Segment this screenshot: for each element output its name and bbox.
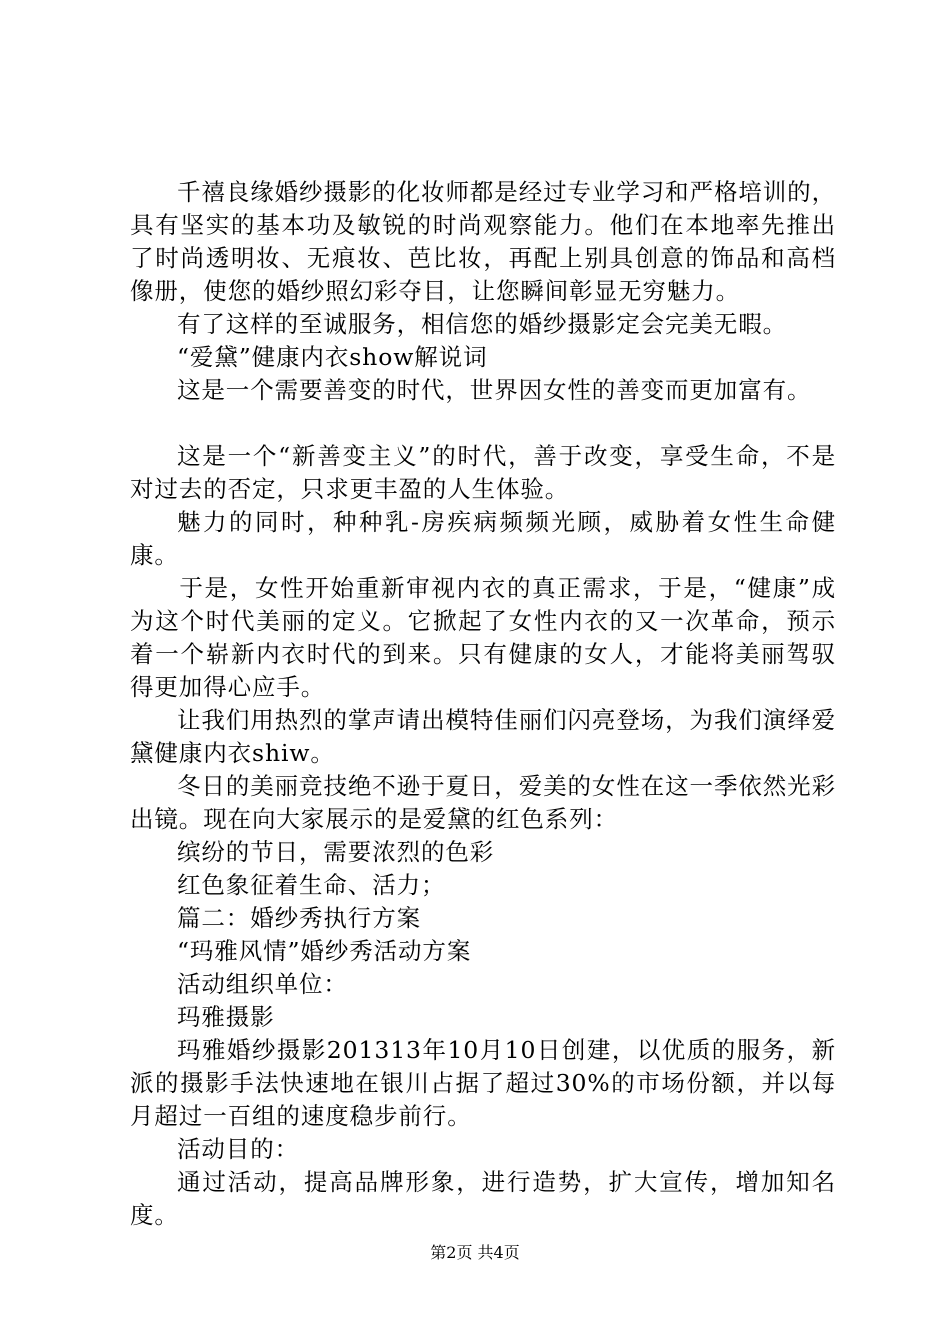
paragraph-makeup-artists: 千禧良缘婚纱摄影的化妆师都是经过专业学习和严格培训的，具有坚实的基本功及敏锐的时尚观察能力。他们在本地率先推出了时尚透明妆、无痕妆、芭比妆，再配上别具创意的饰品和高档像册，使您的婚纱照幻彩夺目，让您瞬间彰显无穷魅力。 <box>130 178 836 305</box>
value-organizer: 玛雅摄影 <box>177 1003 275 1031</box>
paragraph-new-change-doctrine: 这是一个“新善变主义”的时代，善于改变，享受生命，不是对过去的否定，只求更丰盈的人生体验。 <box>130 442 836 503</box>
paragraph-models-entrance: 让我们用热烈的掌声请出模特佳丽们闪亮登场，为我们演绎爱黛健康内衣shiw。 <box>130 706 836 767</box>
paragraph-purpose: 通过活动，提高品牌形象，进行造势，扩大宣传，增加知名度。 <box>130 1168 836 1229</box>
label-purpose: 活动目的： <box>177 1135 299 1163</box>
paragraph-maya-intro: 玛雅婚纱摄影201313年10月10日创建，以优质的服务，新派的摄影手法快速地在银川占据了超过30%的市场份额，并以每月超过一百组的速度稳步前行。 <box>130 1036 836 1130</box>
paragraph-aidai-title: “爱黛”健康内衣show解说词 <box>177 343 488 371</box>
paragraph-health-threat: 魅力的同时，种种乳-房疾病频频光顾，威胁着女性生命健康。 <box>130 508 836 569</box>
heading-part-two: 篇二：婚纱秀执行方案 <box>177 904 421 932</box>
paragraph-service-promise: 有了这样的至诚服务，相信您的婚纱摄影定会完美无暇。 <box>177 310 787 338</box>
page-number-footer: 第2页 共4页 <box>430 1243 520 1262</box>
heading-maya-plan: “玛雅风情”婚纱秀活动方案 <box>177 937 472 965</box>
paragraph-changing-era: 这是一个需要善变的时代，世界因女性的善变而更加富有。 <box>177 376 812 404</box>
document-body <box>130 176 836 1232</box>
label-organizer: 活动组织单位： <box>177 970 348 998</box>
paragraph-health-definition: 于是，女性开始重新审视内衣的真正需求，于是，“健康”成为这个时代美丽的定义。它掀起了女性内衣的又一次革命，预示着一个崭新内衣时代的到来。只有健康的女人，才能将美丽驾驭得更加得心应手。 <box>130 574 836 701</box>
paragraph-winter-red-series: 冬日的美丽竞技绝不逊于夏日，爱美的女性在这一季依然光彩出镜。现在向大家展示的是爱黛的红色系列： <box>130 772 836 833</box>
paragraph-festival-colors: 缤纷的节日，需要浓烈的色彩 <box>177 838 495 866</box>
paragraph-red-symbol: 红色象征着生命、活力； <box>177 871 446 899</box>
